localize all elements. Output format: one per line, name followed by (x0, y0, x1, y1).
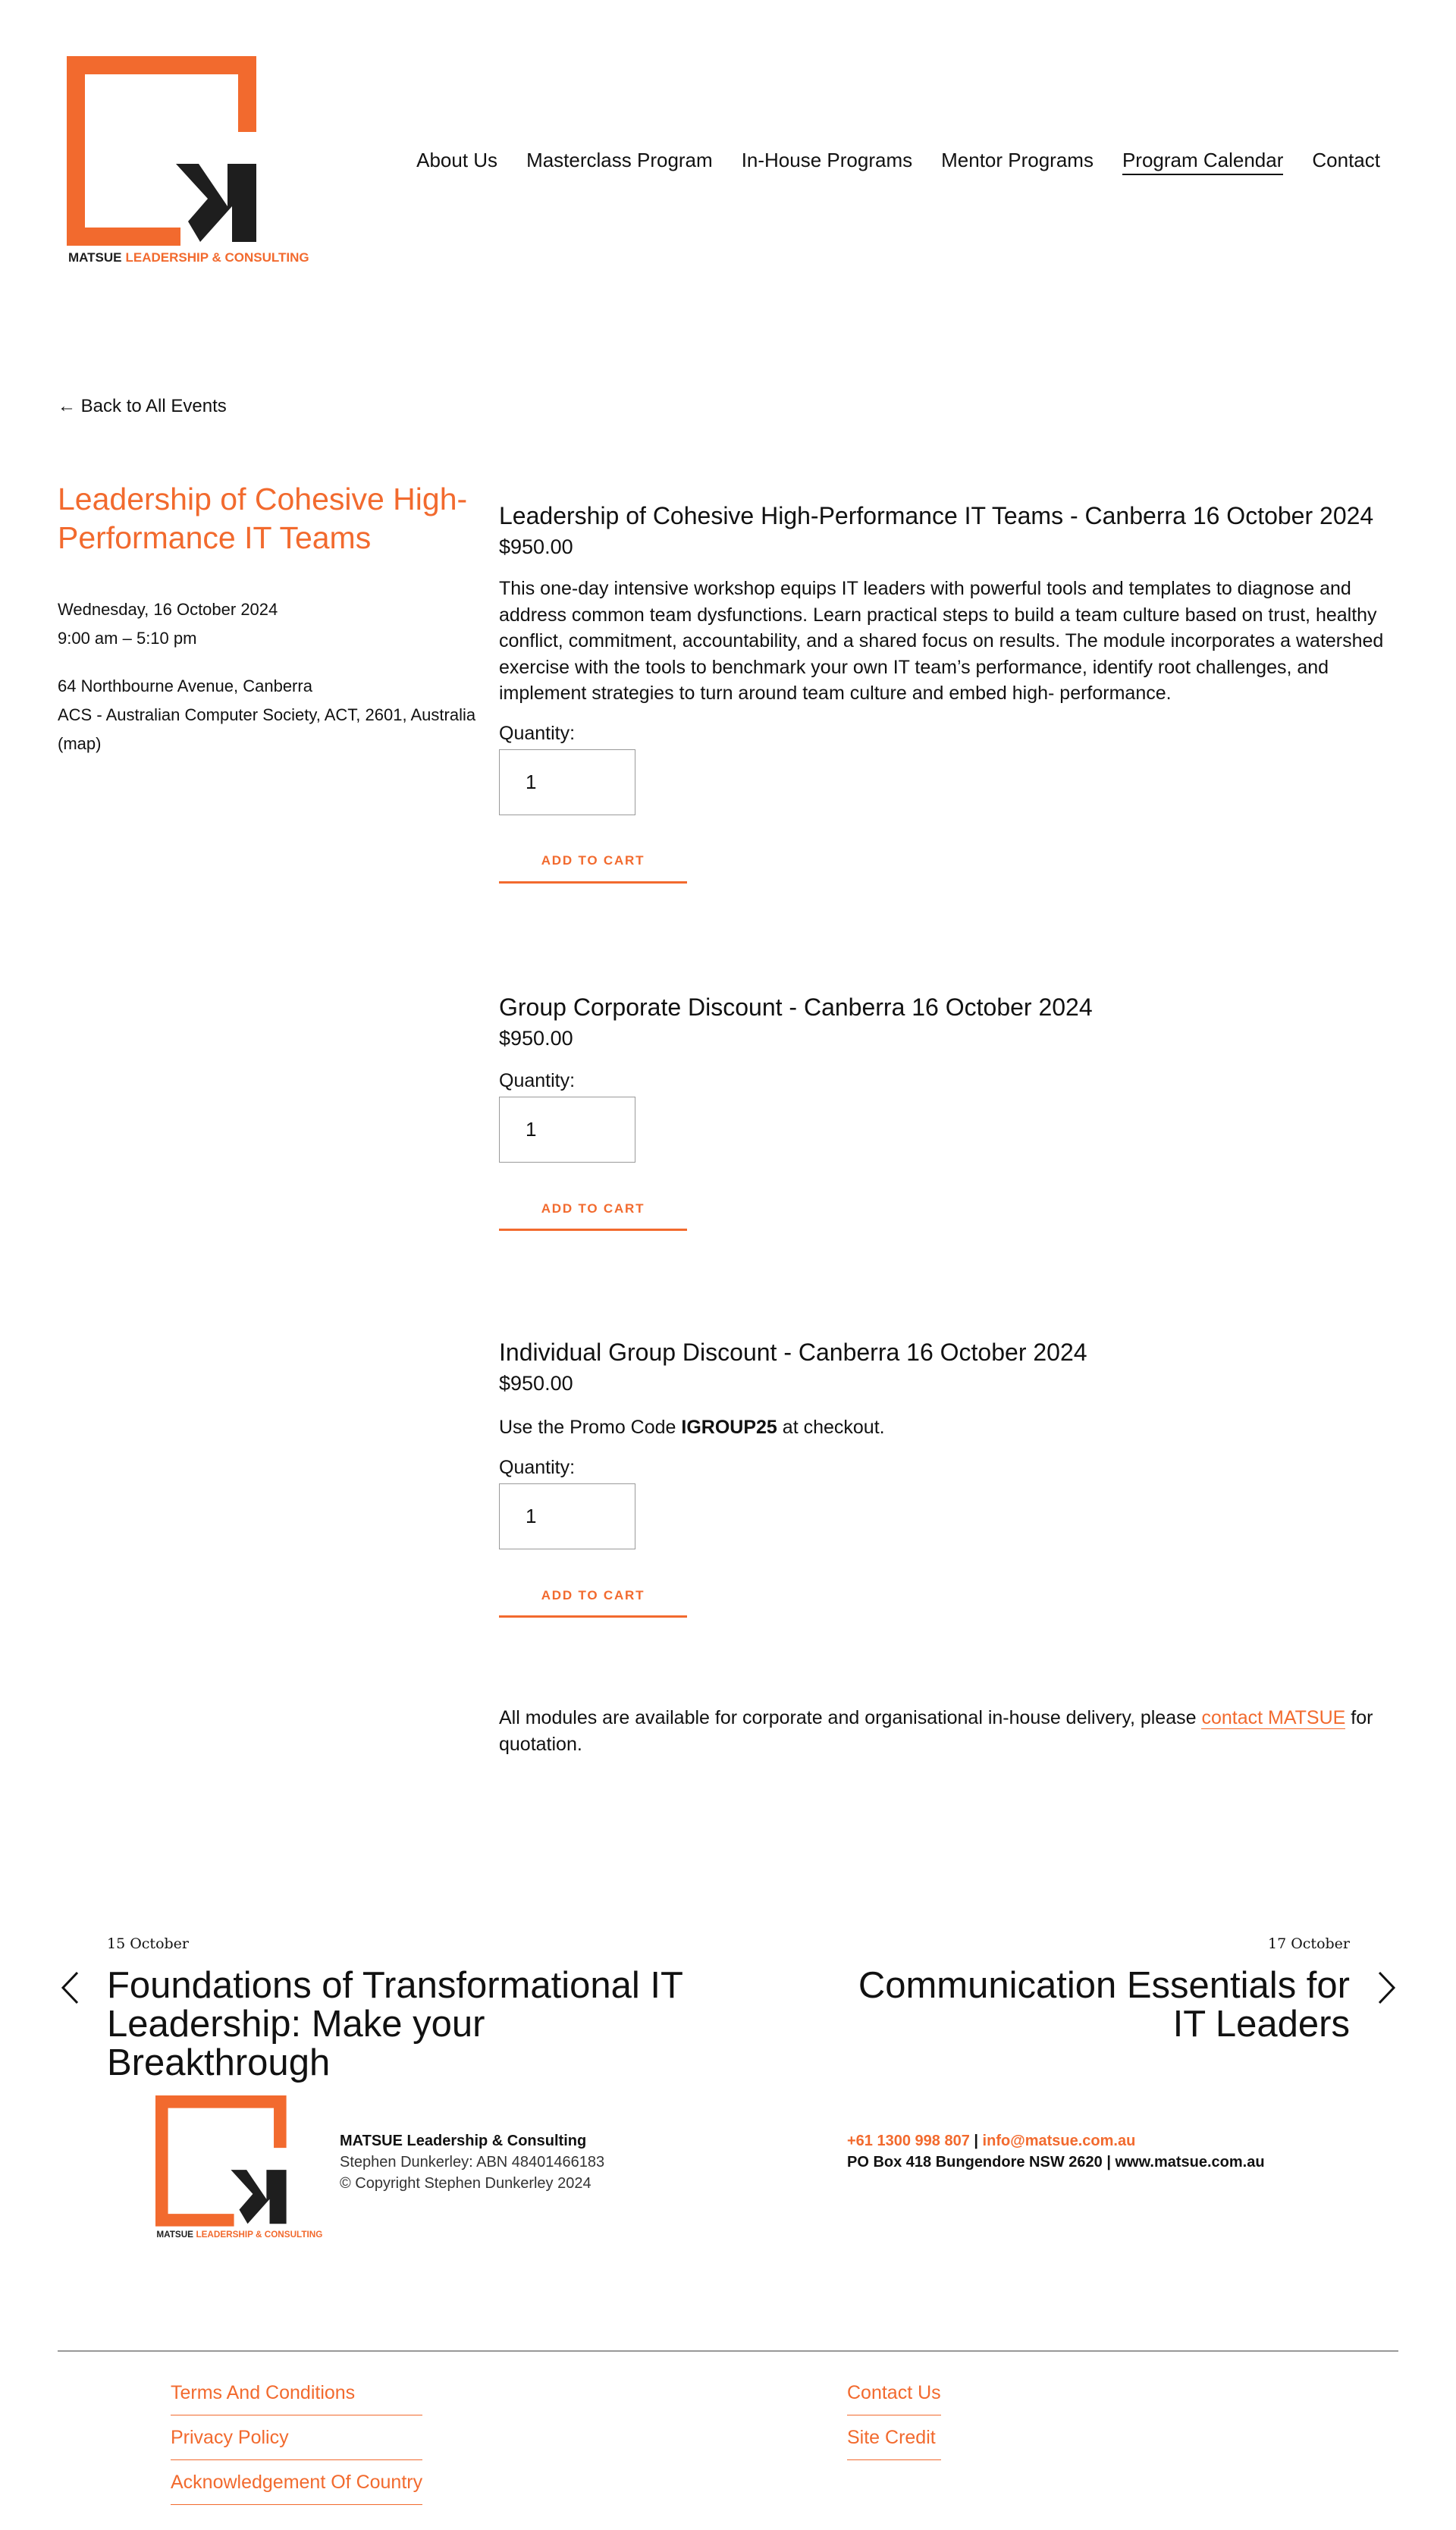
next-event-link[interactable]: Communication Essentials for IT Leaders (858, 1965, 1350, 2045)
quantity-label: Quantity: (499, 722, 576, 744)
promo-prefix: Use the Promo Code (499, 1417, 682, 1438)
promo-suffix: at checkout. (777, 1417, 885, 1438)
prev-event-date: 15 October (107, 1935, 189, 1952)
prev-event-link[interactable]: Foundations of Transformational IT Leadership: Make your Breakthrough (107, 1965, 682, 2083)
main-nav (416, 149, 1380, 175)
logo-brand-name: MATSUE (68, 250, 122, 265)
product-price: $950.00 (499, 535, 573, 558)
footer-logo[interactable] (155, 2095, 323, 2240)
footer-link-privacy[interactable]: Privacy Policy (171, 2415, 422, 2460)
in-house-delivery-note (499, 1705, 1394, 1757)
footer-separator: | (1102, 2154, 1116, 2171)
closing-prefix: All modules are available for corporate and organisational in-house delivery, please (499, 1707, 1202, 1728)
svg-text:MATSUELEADERSHIP & CONSULTING (156, 2230, 322, 2240)
quantity-label: Quantity: (499, 1457, 576, 1478)
product-title: Leadership of Cohesive High-Performance IT Teams - Canberra 16 October 2024 (499, 502, 1374, 529)
event-title: Leadership of Cohesive High-Performance IT Teams (58, 482, 468, 555)
footer-separator: | (969, 2133, 983, 2149)
product-title: Individual Group Discount - Canberra 16 October 2024 (499, 1339, 1087, 1366)
footer-company-info (340, 2130, 604, 2194)
product-block-1 (499, 501, 1394, 884)
quantity-label: Quantity: (499, 1070, 576, 1091)
product-description: This one-day intensive workshop equips IT leaders with powerful tools and templates to diagnose and address common team dysfunctions. Learn practical steps to build a team culture based on trust, healthy conflict, commitment, accountability, and a shared focus on results. The module incorporates a watershed exercise with the tools to benchmark your own IT team’s performance, identify root challenges, and implement strategies to turn around team culture and embed high- performance. (499, 578, 1384, 704)
event-address-line2: ACS - Australian Computer Society, ACT, 2601, Australia (map) (58, 705, 476, 753)
next-event-date: 17 October (1268, 1935, 1350, 1952)
back-to-events-link[interactable]: ← Back to All Events (58, 396, 227, 416)
footer-contact-info (847, 2130, 1265, 2173)
footer-abn: Stephen Dunkerley: ABN 48401466183 (340, 2154, 605, 2171)
logo-tagline: LEADERSHIP & CONSULTING (125, 250, 309, 265)
event-date: Wednesday, 16 October 2024 (58, 600, 278, 619)
footer-links-left (171, 2371, 422, 2505)
nav-masterclass-program[interactable]: Masterclass Program (526, 149, 713, 171)
footer-copyright: © Copyright Stephen Dunkerley 2024 (340, 2175, 592, 2192)
chevron-right-icon[interactable] (1376, 1970, 1398, 2006)
quantity-input[interactable]: 1 (499, 1483, 635, 1549)
nav-about-us[interactable]: About Us (416, 149, 498, 171)
event-address-line1: 64 Northbourne Avenue, Canberra (58, 676, 312, 695)
svg-text:MATSUELEADERSHIP & CONSULTING (68, 250, 309, 265)
footer-link-contact-us[interactable]: Contact Us (847, 2371, 941, 2415)
brand-logo[interactable] (67, 56, 309, 265)
contact-matsue-link[interactable]: contact MATSUE (1201, 1707, 1346, 1728)
footer-link-site-credit[interactable]: Site Credit (847, 2415, 941, 2460)
add-to-cart-button[interactable]: ADD TO CART (499, 841, 687, 884)
footer-website[interactable]: www.matsue.com.au (1115, 2154, 1265, 2171)
footer-email[interactable]: info@matsue.com.au (982, 2133, 1136, 2149)
footer-link-acknowledgement[interactable]: Acknowledgement Of Country (171, 2460, 422, 2505)
chevron-left-icon[interactable] (59, 1970, 80, 2006)
product-title: Group Corporate Discount - Canberra 16 October 2024 (499, 993, 1093, 1021)
nav-mentor-programs[interactable]: Mentor Programs (941, 149, 1094, 171)
closing-suffix: for quotation. (499, 1707, 1373, 1755)
nav-program-calendar[interactable]: Program Calendar (1122, 149, 1283, 175)
footer-logo-brand-name: MATSUE (156, 2230, 193, 2240)
promo-note (499, 1417, 1394, 1439)
event-location (58, 672, 482, 758)
quantity-input[interactable]: 1 (499, 1097, 635, 1163)
product-price: $950.00 (499, 1372, 573, 1395)
product-block-2 (499, 992, 1394, 1231)
event-datetime (58, 595, 482, 653)
footer-links-right (847, 2371, 941, 2460)
nav-in-house-programs[interactable]: In-House Programs (741, 149, 913, 171)
nav-contact[interactable]: Contact (1312, 149, 1380, 171)
quantity-input[interactable]: 1 (499, 749, 635, 815)
add-to-cart-button[interactable]: ADD TO CART (499, 1575, 687, 1618)
footer-link-terms[interactable]: Terms And Conditions (171, 2371, 422, 2415)
footer-logo-tagline: LEADERSHIP & CONSULTING (196, 2230, 323, 2240)
product-price: $950.00 (499, 1027, 573, 1050)
footer-phone[interactable]: +61 1300 998 807 (847, 2133, 970, 2149)
product-block-3 (499, 1337, 1394, 1618)
add-to-cart-button[interactable]: ADD TO CART (499, 1188, 687, 1231)
event-time: 9:00 am – 5:10 pm (58, 629, 197, 648)
footer-po-box: PO Box 418 Bungendore NSW 2620 (847, 2154, 1103, 2171)
footer-divider (58, 2350, 1398, 2352)
promo-code: IGROUP25 (681, 1417, 777, 1438)
footer-company-name: MATSUE Leadership & Consulting (340, 2133, 587, 2149)
